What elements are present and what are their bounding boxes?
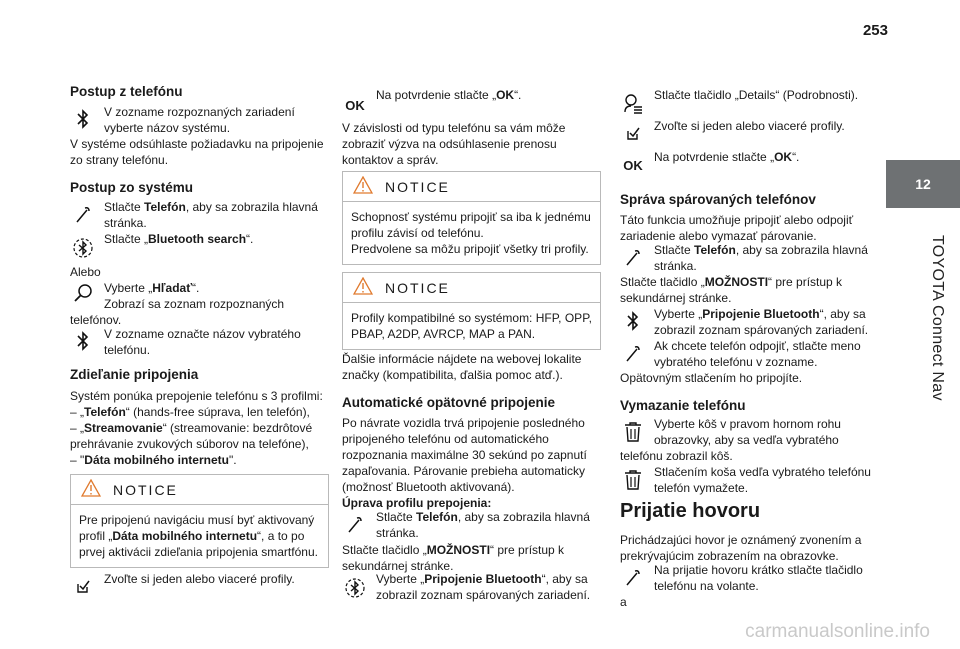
trash-icon: [620, 419, 646, 445]
chapter-number: 12: [915, 176, 931, 192]
bluetooth-icon: [70, 106, 96, 132]
heading-sprava-sparovanych: Správa spárovaných telefónov: [620, 192, 816, 207]
step-select-bluetooth-connection: Vyberte „Pripojenie Bluetooth“, aby sa zobrazil zoznam spárovaných zariadení.: [342, 571, 604, 603]
tap-icon: [620, 565, 646, 591]
step-press-phone: Stlačte Telefón, aby sa zobrazila hlavná stránka.: [342, 509, 604, 541]
ok-icon: OK: [623, 158, 643, 173]
notice-title: NOTICE: [385, 279, 450, 296]
heading-prijatie-hovoru: Prijatie hovoru: [620, 500, 761, 522]
tap-icon: [620, 245, 646, 271]
chapter-title: TOYOTA Connect Nav: [929, 235, 946, 401]
warning-icon: [353, 277, 373, 299]
details-icon: [620, 91, 646, 117]
bluetooth-search-icon: [70, 235, 96, 261]
step-press-phone: Stlačte Telefón, aby sa zobrazila hlavná stránka.: [620, 242, 882, 274]
tap-icon: [70, 202, 96, 228]
notice-box: NOTICE Pre pripojenú navigáciu musí byť aktivovaný profil „Dáta mobilného internetu“, a to po prvej aktivácii zdieľania pripojenia smartfónu.: [70, 474, 329, 568]
heading-postup-zo-systemu: Postup zo systému: [70, 180, 194, 195]
step-hladat: Vyberte „Hľadať“. Zobrazí sa zoznam rozpoznaných: [70, 280, 332, 312]
step-confirm-ok: OK Na potvrdenie stlačte „OK“.: [342, 87, 604, 103]
bluetooth-icon: [70, 328, 96, 354]
step-select-profiles: Zvoľte si jeden alebo viaceré profily.: [70, 571, 332, 587]
checkbox-select-icon: [70, 573, 96, 599]
step-disconnect-phone: Ak chcete telefón odpojiť, stlačte meno vybratého telefónu v zozname.: [620, 338, 882, 370]
notice-title: NOTICE: [385, 178, 450, 195]
notice-title: NOTICE: [113, 481, 178, 498]
step-select-trash: Vyberte kôš v pravom hornom rohu obrazovky, aby sa vedľa vybratého: [620, 416, 882, 448]
warning-icon: [353, 176, 373, 198]
bluetooth-icon: [620, 308, 646, 334]
step-press-trash: Stlačením koša vedľa vybratého telefónu telefón vymažete.: [620, 464, 882, 496]
notice-box: NOTICE Profily kompatibilné so systémom: HFP, OPP, PBAP, A2DP, AVRCP, MAP a PAN.: [342, 272, 601, 350]
chapter-tab: [886, 160, 960, 208]
heading-postup-z-telefonu: Postup z telefónu: [70, 84, 183, 99]
step-press-phone: Stlačte Telefón, aby sa zobrazila hlavná stránka.: [70, 199, 332, 231]
step-select-profiles: Zvoľte si jeden alebo viaceré profily.: [620, 118, 882, 134]
tap-icon: [620, 341, 646, 367]
tap-icon: [342, 512, 368, 538]
heading-vymazanie-telefonu: Vymazanie telefónu: [620, 398, 746, 413]
bluetooth-search-icon: [342, 575, 368, 601]
alebo-label: Alebo: [70, 265, 101, 279]
step-answer-call: Na prijatie hovoru krátko stlačte tlačidlo telefónu na volante.: [620, 562, 882, 594]
edit-profile-heading: Úprava profilu prepojenia:: [342, 496, 492, 510]
step-confirm-ok: OK Na potvrdenie stlačte „OK“.: [620, 149, 882, 165]
trash-icon: [620, 467, 646, 493]
warning-icon: [81, 479, 101, 501]
heading-automaticke-pripojenie: Automatické opätovné pripojenie: [342, 395, 556, 410]
watermark: carmanualsonline.info: [745, 621, 930, 642]
page-number: 253: [862, 22, 888, 39]
step-details: Stlačte tlačidlo „Details“ (Podrobnosti).: [620, 87, 882, 103]
ok-icon: OK: [345, 98, 365, 113]
search-icon: [70, 280, 96, 306]
heading-zdielanie-pripojenia: Zdieľanie pripojenia: [70, 367, 199, 382]
step-select-bluetooth-connection: Vyberte „Pripojenie Bluetooth“, aby sa zobrazil zoznam spárovaných zariadení.: [620, 306, 882, 338]
checkbox-select-icon: [620, 120, 646, 146]
notice-box: NOTICE Schopnosť systému pripojiť sa iba k jednému profilu závisí od telefónu. Predvolene sa môžu pripojiť všetky tri profily.: [342, 171, 601, 265]
step-bluetooth-search: Stlačte „Bluetooth search“.: [70, 231, 332, 247]
step-select-system: V zozname rozpoznaných zariadení vyberte názov systému.: [70, 104, 332, 136]
step-mark-phone: V zozname označte názov vybratého telefónu.: [70, 326, 332, 358]
